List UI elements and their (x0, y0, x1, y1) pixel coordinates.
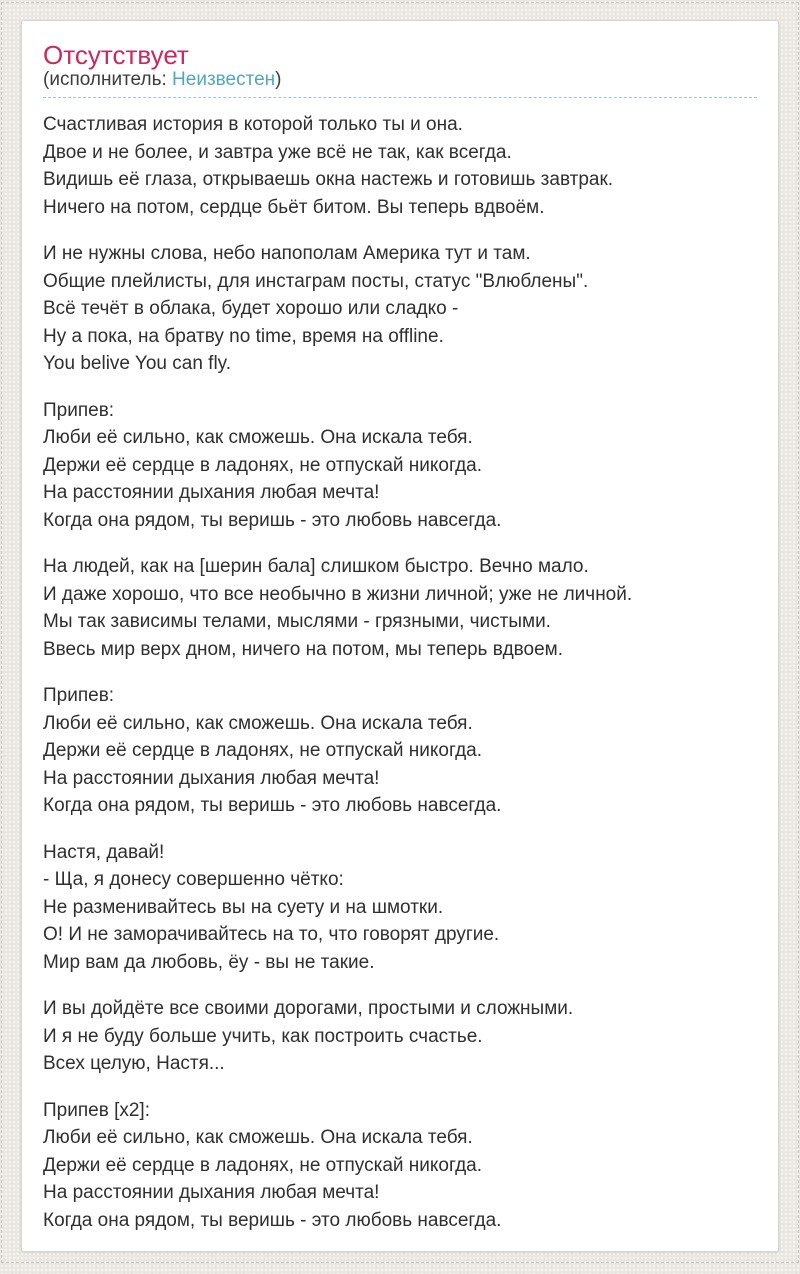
lyric-line: Припев: (43, 685, 115, 706)
lyric-line: Ничего на потом, сердце бьёт битом. Вы теперь вдвоём. (43, 196, 545, 218)
lyric-line: На расстоянии дыхания любая мечта! (43, 767, 380, 789)
page-title: Отсутствует (43, 40, 189, 70)
lyric-line: Двое и не более, и завтра уже всё не так, как всегда. (43, 141, 512, 163)
artist-line (43, 69, 757, 98)
lyric-line: На расстоянии дыхания любая мечта! (43, 1182, 380, 1203)
lyric-line: Припев: (43, 399, 115, 421)
stanza (43, 1097, 757, 1235)
lyric-line: И даже хорошо, что все необычно в жизни личной; уже не личной. (43, 583, 633, 605)
lyric-line: Мир вам да любовь, ёу - вы не такие. (43, 951, 375, 973)
lyric-line: Припев [x2]: (43, 1099, 150, 1121)
lyrics-card (21, 20, 779, 1252)
lyric-line: Общие плейлисты, для инстаграм посты, статус "Влюблены". (43, 270, 589, 292)
lyric-line: Когда она рядом, ты веришь - это любовь навсегда. (43, 795, 502, 816)
lyric-line: Держи её сердце в ладонях, не отпускай никогда. (43, 454, 482, 476)
lyric-line: И не нужны слова, небо напополам Америка тут и там. (43, 243, 531, 264)
lyric-line: Когда она рядом, ты веришь - это любовь навсегда. (43, 509, 502, 531)
lyric-line: Мы так зависимы телами, мыслями - грязными, чистыми. (43, 611, 551, 632)
lyric-line: Всё течёт в облака, будет хорошо или сладко - (43, 298, 459, 319)
lyric-line: Когда она рядом, ты веришь - это любовь навсегда. (43, 1209, 502, 1231)
lyric-line: О! И не заморачивайтесь на то, что говорят другие. (43, 924, 500, 945)
lyrics-text (43, 111, 757, 1234)
lyric-line: И я не буду больше учить, как построить счастье. (43, 1025, 483, 1047)
artist-label-prefix: (исполнитель: (43, 69, 173, 90)
stanza (43, 111, 757, 221)
lyric-line: - Ща, я донесу совершенно чётко: (43, 869, 344, 890)
lyric-line: Люби её сильно, как сможешь. Она искала тебя. (43, 1127, 473, 1148)
artist-label-suffix: ) (275, 69, 282, 90)
lyric-line: Ну а пока, на братву no time, время на offline. (43, 325, 444, 347)
lyric-line: Люби её сильно, как сможешь. Она искала тебя. (43, 712, 473, 734)
lyric-line: На расстоянии дыхания любая мечта! (43, 482, 380, 503)
lyric-line: Счастливая история в которой только ты и она. (43, 114, 463, 135)
lyric-line: На людей, как на [шерин бала] слишком быстро. Вечно мало. (43, 556, 589, 577)
stanza (43, 397, 757, 535)
lyric-line: Видишь её глаза, открываешь окна настежь и готовишь завтрак. (43, 169, 614, 190)
stanza (43, 995, 757, 1078)
lyric-line: Не разменивайтесь вы на суету и на шмотки. (43, 896, 444, 918)
artist-link[interactable]: Неизвестен (172, 69, 276, 90)
lyric-line: Люби её сильно, как сможешь. Она искала тебя. (43, 427, 473, 448)
lyric-line: You belive You can fly. (43, 353, 232, 374)
lyric-line: Ввесь мир верх дном, ничего на потом, мы теперь вдвоем. (43, 638, 564, 660)
lyric-line: Всех целую, Настя... (43, 1053, 225, 1074)
stanza (43, 553, 757, 663)
lyric-line: Настя, давай! (43, 841, 165, 863)
stanza (43, 839, 757, 977)
stanza (43, 682, 757, 820)
stanza (43, 240, 757, 378)
lyric-line: И вы дойдёте все своими дорогами, простыми и сложными. (43, 998, 574, 1019)
lyric-line: Держи её сердце в ладонях, не отпускай никогда. (43, 740, 482, 761)
lyric-line: Держи её сердце в ладонях, не отпускай никогда. (43, 1154, 482, 1176)
